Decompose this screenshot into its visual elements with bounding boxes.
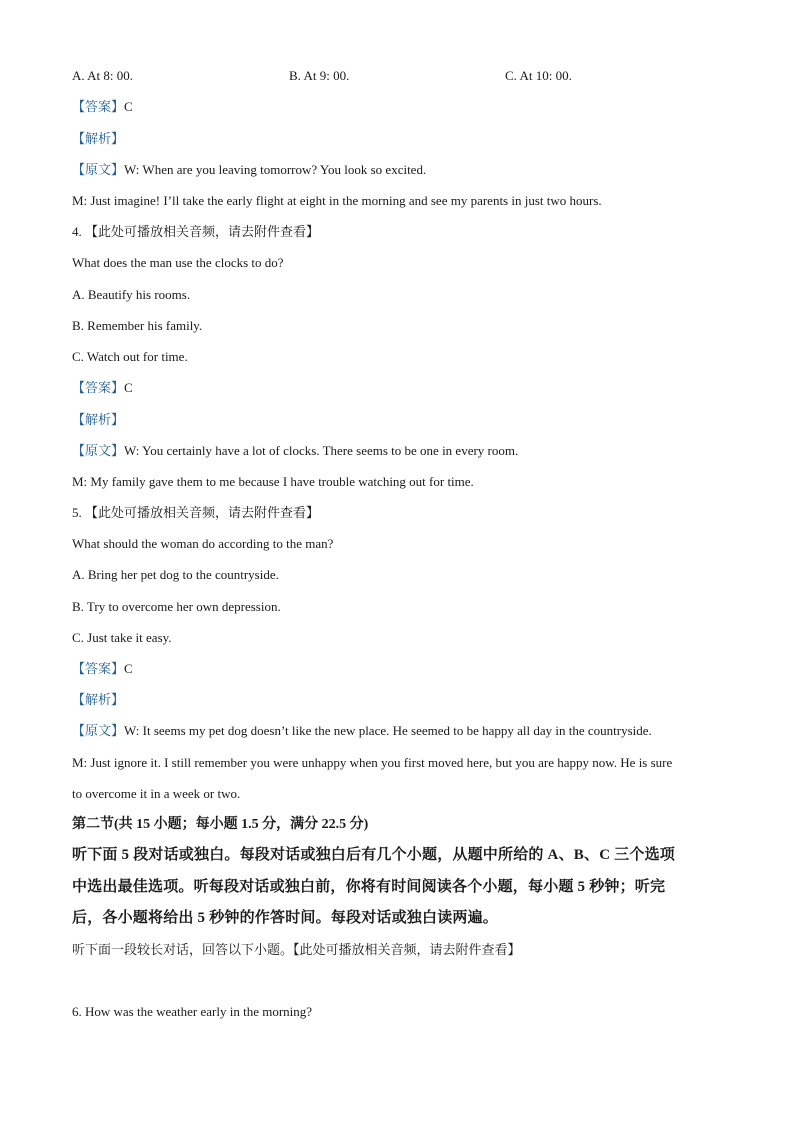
q4-original-line1 [72, 442, 518, 460]
original-text: W: You certainly have a lot of clocks. There seems to be one in every room. [124, 443, 519, 458]
q4-answer [72, 379, 133, 397]
q4-question: What does the man use the clocks to do? [72, 255, 284, 270]
original-tag: 【原文】 [72, 443, 125, 458]
answer-value: C [124, 380, 133, 395]
q4-option-b: B. Remember his family. [72, 318, 203, 333]
q3-option-b: B. At 9: 00. [289, 68, 350, 83]
q6-question: 6. How was the weather early in the morning? [72, 1004, 313, 1019]
q3-option-a: A. At 8: 00. [72, 68, 134, 83]
section2-instruction-line3: 后，各小题将给出 5 秒钟的作答时间。每段对话或独白读两遍。 [72, 910, 499, 926]
q3-analysis-tag: 【解析】 [72, 131, 125, 146]
original-tag: 【原文】 [72, 162, 125, 177]
section2-audio-note: 听下面一段较长对话，回答以下小题。【此处可播放相关音频，请去附件查看】 [72, 942, 521, 957]
answer-tag: 【答案】 [72, 380, 125, 395]
q4-option-c: C. Watch out for time. [72, 349, 188, 364]
q5-option-b: B. Try to overcome her own depression. [72, 599, 281, 614]
section2-instruction-line2: 中选出最佳选项。听每段对话或独白前，你将有时间阅读各个小题，每小题 5 秒钟；听完 [72, 879, 666, 895]
q4-option-a: A. Beautify his rooms. [72, 287, 191, 302]
q5-original-line1 [72, 722, 652, 740]
section2-title: 第二节(共 15 小题；每小题 1.5 分，满分 22.5 分) [72, 817, 369, 832]
q5-option-a: A. Bring her pet dog to the countryside. [72, 567, 279, 582]
q3-option-c: C. At 10: 00. [505, 68, 572, 83]
section2-instruction-line1: 听下面 5 段对话或独白。每段对话或独白后有几个小题，从题中所给的 A、B、C 三个选项 [72, 847, 675, 863]
original-tag: 【原文】 [72, 723, 125, 738]
q5-analysis-tag: 【解析】 [72, 692, 125, 707]
q5-header: 5. 【此处可播放相关音频，请去附件查看】 [72, 505, 320, 520]
answer-tag: 【答案】 [72, 99, 125, 114]
q5-original-line3: to overcome it in a week or two. [72, 786, 241, 801]
q4-header: 4. 【此处可播放相关音频，请去附件查看】 [72, 224, 320, 239]
q4-original-line2: M: My family gave them to me because I have trouble watching out for time. [72, 474, 474, 489]
q4-analysis-tag: 【解析】 [72, 412, 125, 427]
answer-value: C [124, 661, 133, 676]
original-text: W: When are you leaving tomorrow? You look so excited. [124, 162, 427, 177]
original-text: W: It seems my pet dog doesn’t like the new place. He seemed to be happy all day in the countryside. [124, 723, 652, 738]
q5-option-c: C. Just take it easy. [72, 630, 172, 645]
q3-answer [72, 98, 133, 116]
q3-original-line2: M: Just imagine! I’ll take the early flight at eight in the morning and see my parents in just two hours. [72, 193, 602, 208]
answer-value: C [124, 99, 133, 114]
q5-answer [72, 660, 133, 678]
q5-original-line2: M: Just ignore it. I still remember you were unhappy when you first moved here, but you are happy now. He is sure [72, 755, 673, 770]
answer-tag: 【答案】 [72, 661, 125, 676]
q5-question: What should the woman do according to the man? [72, 536, 334, 551]
q3-original-line1 [72, 161, 426, 179]
